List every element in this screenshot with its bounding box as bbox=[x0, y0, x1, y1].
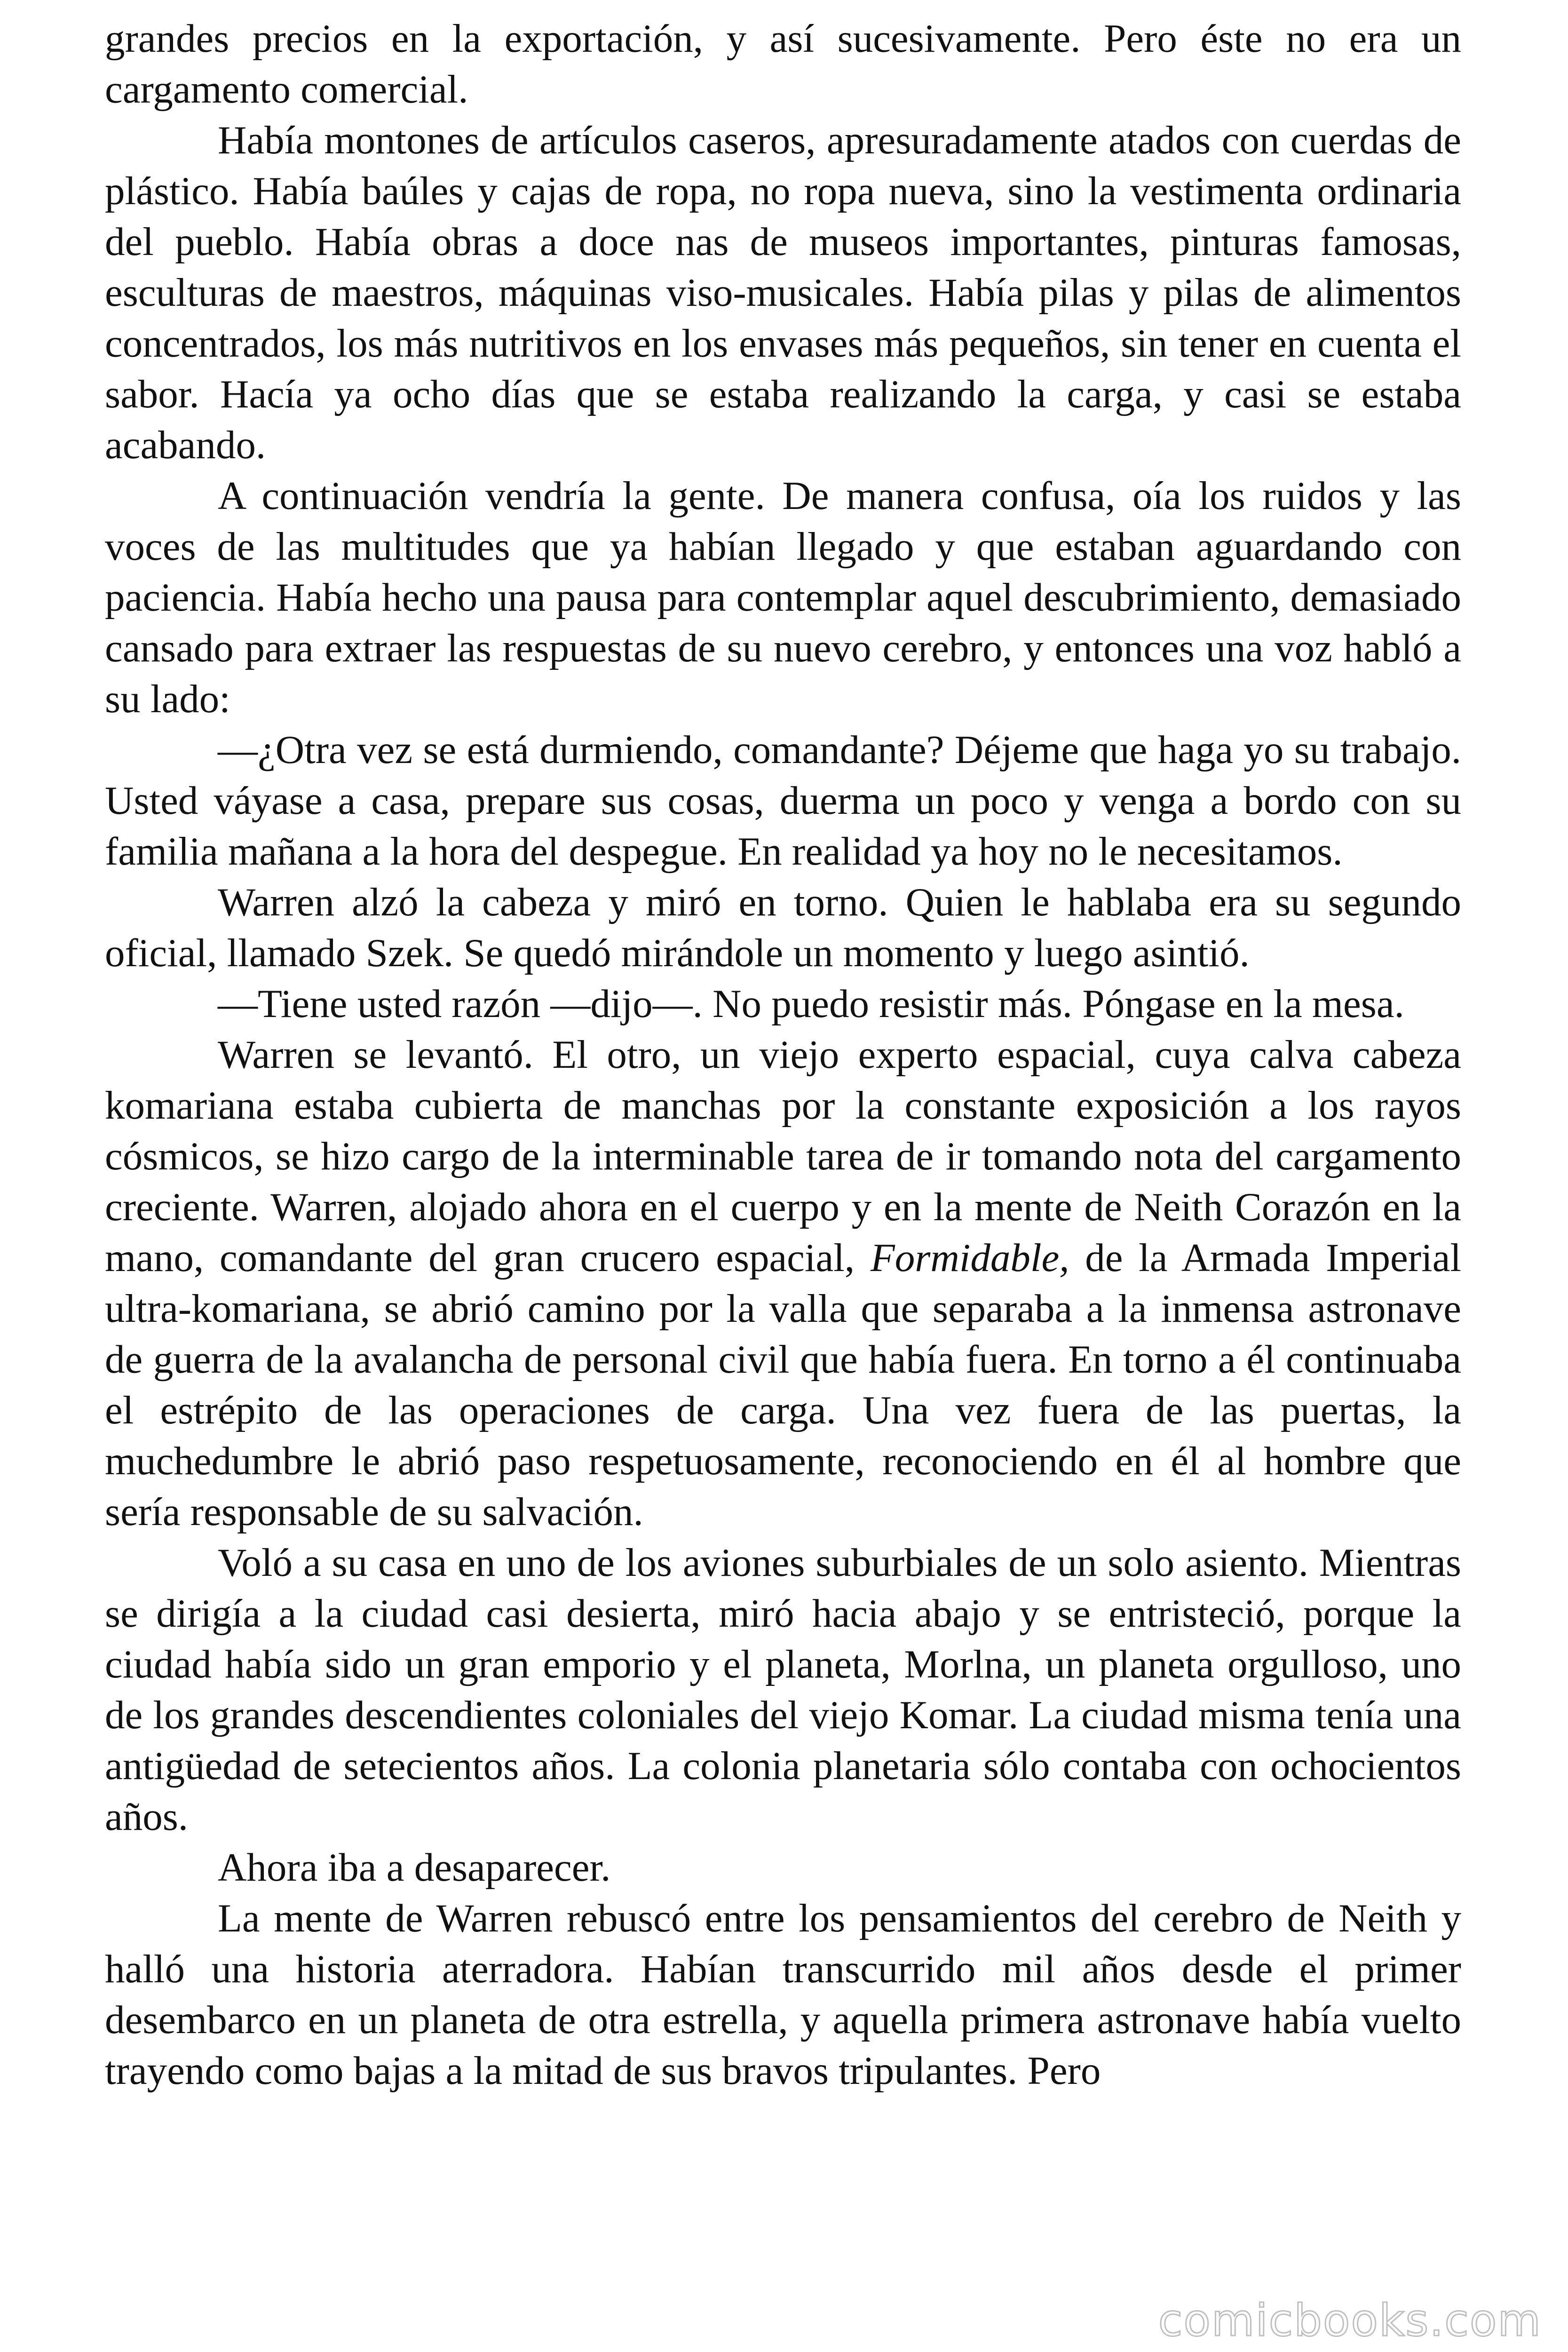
body-text bbox=[105, 13, 1461, 2096]
paragraph bbox=[105, 1029, 1461, 1537]
paragraph: Ahora iba a desaparecer. bbox=[218, 1845, 611, 1890]
paragraph: —¿Otra vez se está durmiendo, comandante? Déjeme que haga yo su trabajo. Usted váyase a casa, prepare sus cosas, duerma un poco y venga a bordo con su familia mañana a la hora del despegue. En realidad ya hoy no le necesitamos. bbox=[105, 728, 1461, 874]
paragraph: Voló a su casa en uno de los aviones suburbiales de un solo asiento. Mientras se dirigía a la ciudad casi desierta, miró hacia abajo y se entristeció, porque la ciudad había sido un gran emporio y el planeta, Morlna, un planeta orgulloso, uno de los grandes descendientes coloniales del viejo Komar. La ciudad misma tenía una antigüedad de setecientos años. La colonia planetaria sólo contaba con ochocientos años. bbox=[105, 1541, 1461, 1839]
paragraph: A continuación vendría la gente. De manera confusa, oía los ruidos y las voces de las multitudes que ya habían llegado y que estaban aguardando con paciencia. Había hecho una pausa para contemplar aquel descubrimiento, demasiado cansado para extraer las respuestas de su nuevo cerebro, y entonces una voz habló a su lado: bbox=[105, 474, 1461, 721]
paragraph: Había montones de artículos caseros, apresuradamente atados con cuerdas de plástico. Había baúles y cajas de ropa, no ropa nueva, sino la vestimenta ordinaria del pueblo. Había obras a doce nas de museos importantes, pinturas famosas, esculturas de maestros, máquinas viso-musicales. Había pilas y pilas de alimentos concentrados, los más nutritivos en los envases más pequeños, sin tener en cuenta el sabor. Hacía ya ocho días que se estaba realizando la carga, y casi se estaba acabando. bbox=[105, 118, 1461, 467]
paragraph: grandes precios en la exportación, y así sucesivamente. Pero éste no era un cargamento comercial. bbox=[105, 16, 1461, 111]
watermark: comicbooks.com bbox=[1158, 2295, 1542, 2346]
paragraph: Warren alzó la cabeza y miró en torno. Quien le hablaba era su segundo oficial, llamado Szek. Se quedó mirándole un momento y luego asintió. bbox=[105, 880, 1461, 975]
paragraph-text: de la Armada Imperial ultra-komariana, se abrió camino por la valla que separaba a la inmensa astronave de guerra de la avalancha de personal civil que había fuera. En torno a él continuaba el estrépito de las operaciones de carga. Una vez fuera de las puertas, la muchedumbre le abrió paso respetuosamente, reconociendo en él al hombre que sería responsable de su salvación. bbox=[105, 1236, 1461, 1534]
paragraph-text: Warren se levantó. El otro, un viejo experto espacial, cuya calva cabeza komariana estaba cubierta de manchas por la constante exposición a los rayos cósmicos, se hizo cargo de la interminable tarea de ir tomando nota del cargamento creciente. Warren, alojado ahora en el cuerpo y en la mente de Neith Corazón en la mano, comandante del gran crucero espacial, bbox=[105, 1033, 1461, 1280]
paragraph: La mente de Warren rebuscó entre los pensamientos del cerebro de Neith y halló una historia aterradora. Habían transcurrido mil años desde el primer desembarco en un planeta de otra estrella, y aquella primera astronave había vuelto trayendo como bajas a la mitad de sus bravos tripulantes. Pero bbox=[105, 1896, 1461, 2093]
ship-name: Formidable, bbox=[870, 1236, 1069, 1280]
paragraph: —Tiene usted razón —dijo—. No puedo resistir más. Póngase en la mesa. bbox=[218, 982, 1404, 1026]
